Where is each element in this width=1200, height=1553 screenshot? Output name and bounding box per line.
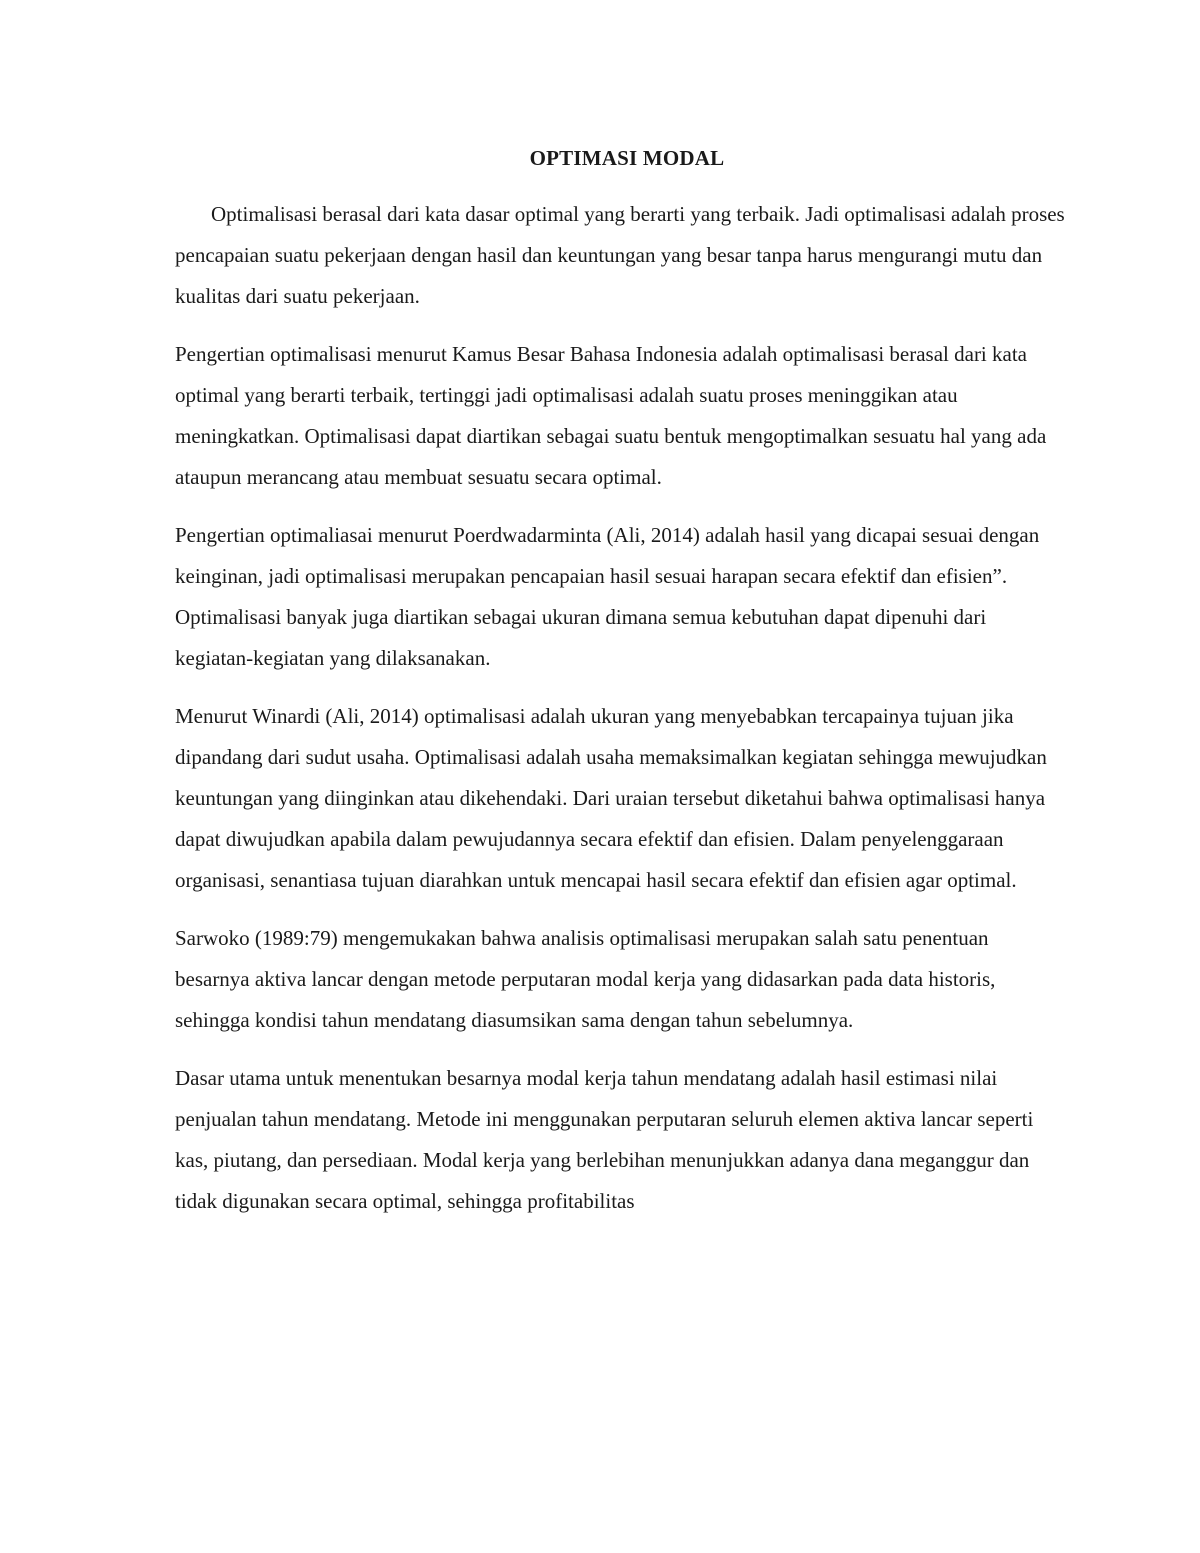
document-body	[175, 138, 1065, 1222]
paragraph-dasar-utama: Dasar utama untuk menentukan besarnya modal kerja tahun mendatang adalah hasil estimasi nilai penjualan tahun mendatang. Metode ini menggunakan perputaran seluruh elemen aktiva lancar seperti kas, piutang, dan persediaan. Modal kerja yang berlebihan menunjukkan adanya dana meganggur dan tidak digunakan secara optimal, sehingga profitabilitas	[175, 1066, 1034, 1213]
document-title: OPTIMASI MODAL	[529, 146, 725, 170]
paragraph-kbbi-definition: Pengertian optimalisasi menurut Kamus Besar Bahasa Indonesia adalah optimalisasi berasal dari kata optimal yang berarti terbaik, tertinggi jadi optimalisasi adalah suatu proses meninggikan atau meningkatkan. Optimalisasi dapat diartikan sebagai suatu bentuk mengoptimalkan sesuatu hal yang ada ataupun merancang atau membuat sesuatu secara optimal.	[175, 342, 1047, 489]
paragraph-winardi: Menurut Winardi (Ali, 2014) optimalisasi adalah ukuran yang menyebabkan tercapainya tujuan jika dipandang dari sudut usaha. Optimalisasi adalah usaha memaksimalkan kegiatan sehingga mewujudkan keuntungan yang diinginkan atau dikehendaki. Dari uraian tersebut diketahui bahwa optimalisasi hanya dapat diwujudkan apabila dalam pewujudannya secara efektif dan efisien. Dalam penyelenggaraan organisasi, senantiasa tujuan diarahkan untuk mencapai hasil secara efektif dan efisien agar optimal.	[175, 704, 1047, 892]
paragraph-sarwoko: Sarwoko (1989:79) mengemukakan bahwa analisis optimalisasi merupakan salah satu penentuan besarnya aktiva lancar dengan metode perputaran modal kerja yang didasarkan pada data historis, sehingga kondisi tahun mendatang diasumsikan sama dengan tahun sebelumnya.	[175, 926, 996, 1032]
paragraph-poerdwadarminta: Pengertian optimaliasai menurut Poerdwadarminta (Ali, 2014) adalah hasil yang dicapai sesuai dengan keinginan, jadi optimalisasi merupakan pencapaian hasil sesuai harapan secara efektif dan efisien”. Optimalisasi banyak juga diartikan sebagai ukuran dimana semua kebutuhan dapat dipenuhi dari kegiatan-kegiatan yang dilaksanakan.	[175, 523, 1040, 670]
paragraph-optimalisasi-definition: Optimalisasi berasal dari kata dasar optimal yang berarti yang terbaik. Jadi optimalisasi adalah proses pencapaian suatu pekerjaan dengan hasil dan keuntungan yang besar tanpa harus mengurangi mutu dan kualitas dari suatu pekerjaan.	[175, 202, 1065, 308]
